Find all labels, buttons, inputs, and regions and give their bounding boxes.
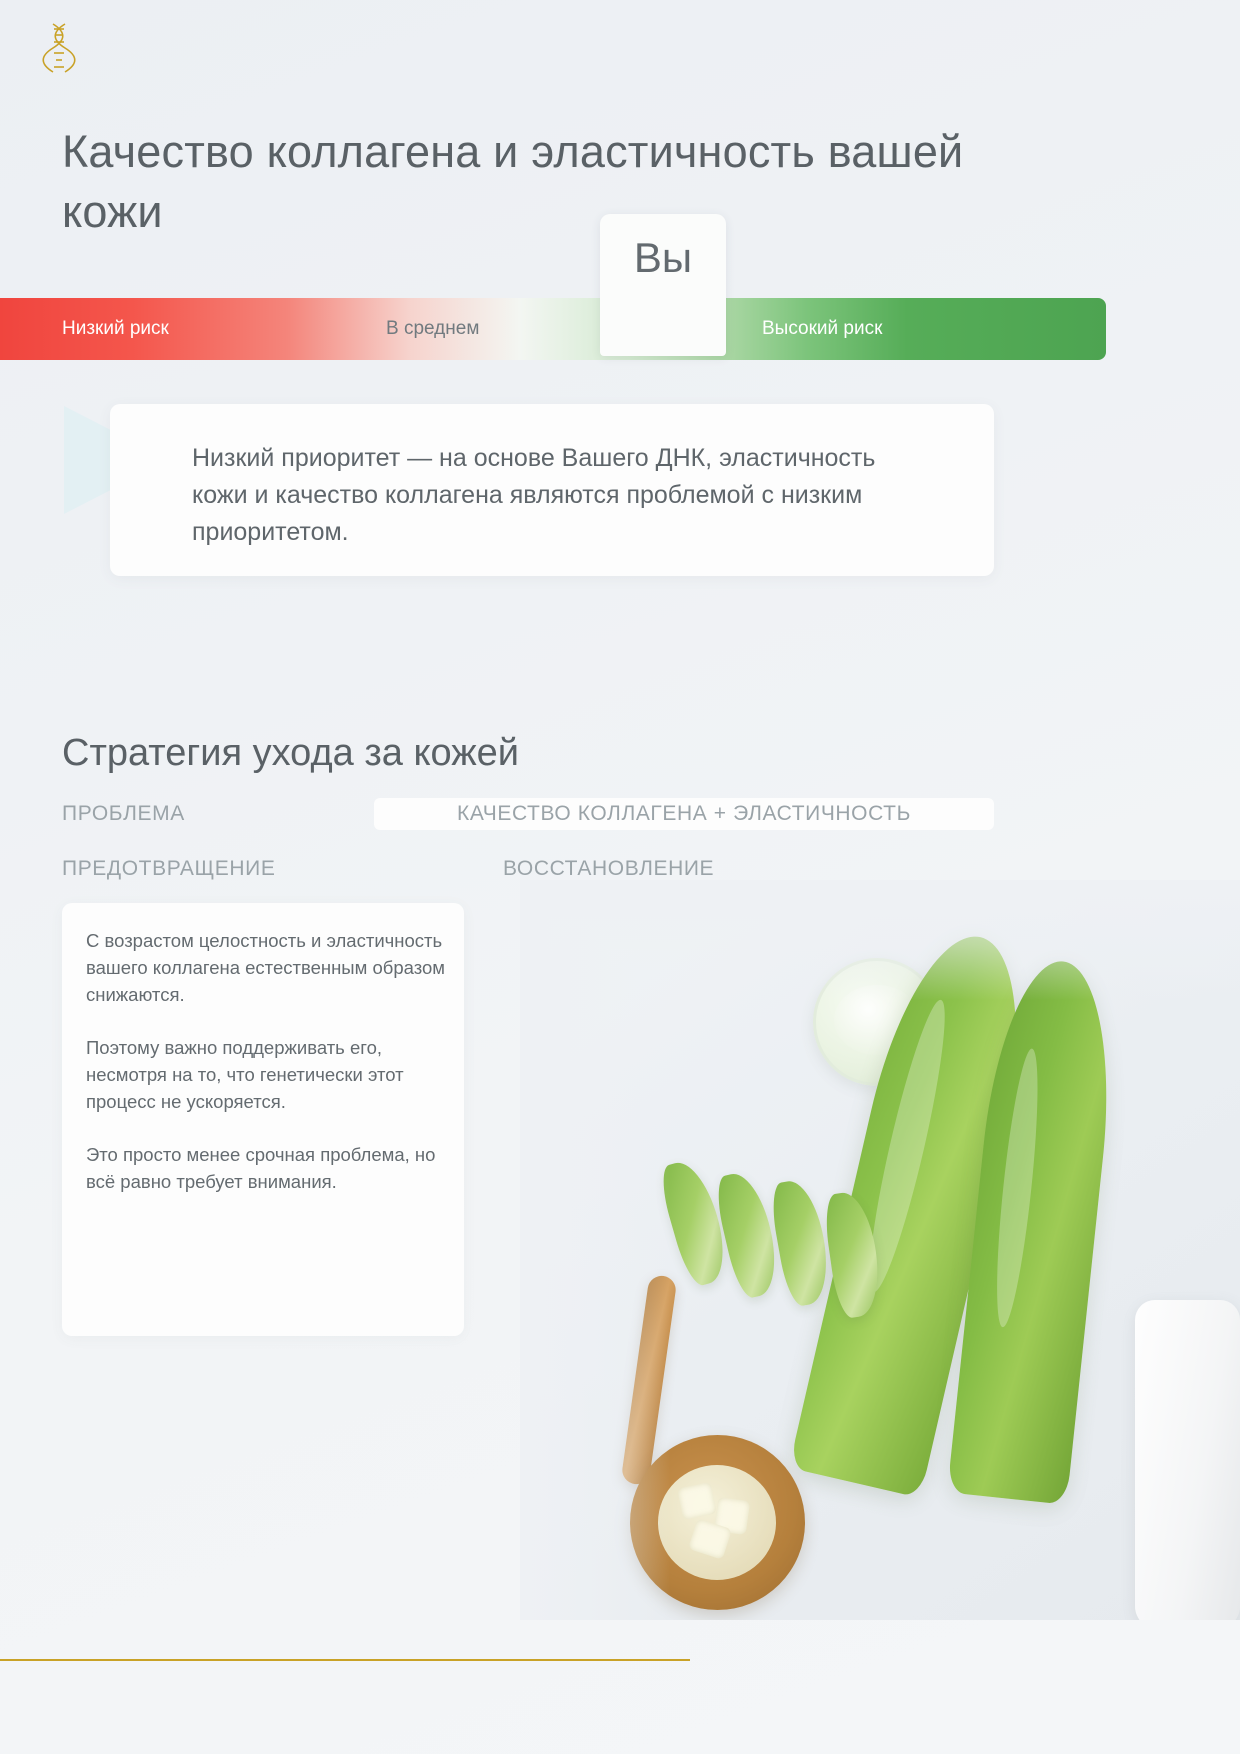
- risk-scale: [0, 234, 1106, 360]
- prevention-paragraph: С возрастом целостность и эластичность вашего коллагена естественным образом снижаются.: [86, 930, 445, 1005]
- photo-fade-top: [520, 880, 1240, 1000]
- callout-text: Низкий приоритет — на основе Вашего ДНК, эластичность кожи и качество коллагена являются проблемой с низким приоритетом.: [192, 444, 876, 546]
- aloe-vera-photo: [520, 880, 1240, 1620]
- gel-cube: [677, 1482, 717, 1520]
- prevention-paragraph: Поэтому важно поддерживать его, несмотря на то, что генетически этот процесс не ускоряется.: [86, 1037, 404, 1112]
- you-marker: [600, 214, 726, 356]
- prevention-paragraph: Это просто менее срочная проблема, но всё равно требует внимания.: [86, 1144, 436, 1192]
- prevention-card: [62, 903, 464, 1336]
- risk-label-high: Высокий риск: [762, 318, 883, 339]
- callout-card: [110, 404, 994, 576]
- risk-label-average: В среднем: [386, 318, 480, 339]
- page-title: Качество коллагена и эластичность вашей кожи: [62, 126, 964, 238]
- problem-value-pill: [374, 798, 994, 830]
- leaf-shine: [989, 1047, 1046, 1328]
- prevention-card-body: [86, 927, 446, 1195]
- spoon-gel: [658, 1465, 776, 1580]
- problem-value-text: КАЧЕСТВО КОЛЛАГЕНА + ЭЛАСТИЧНОСТЬ: [456, 802, 911, 825]
- dna-helix-icon: [42, 22, 76, 74]
- label-restoration: ВОССТАНОВЛЕНИЕ: [503, 857, 715, 880]
- you-marker-label: Вы: [633, 234, 693, 281]
- cosmetic-bottle: [1135, 1300, 1240, 1620]
- risk-label-low: Низкий риск: [62, 318, 169, 339]
- label-prevention: ПРЕДОТВРАЩЕНИЕ: [62, 857, 276, 880]
- label-problem: ПРОБЛЕМА: [62, 802, 185, 825]
- footer-rule: [0, 1659, 690, 1661]
- section-title-strategy: Стратегия ухода за кожей: [62, 731, 520, 774]
